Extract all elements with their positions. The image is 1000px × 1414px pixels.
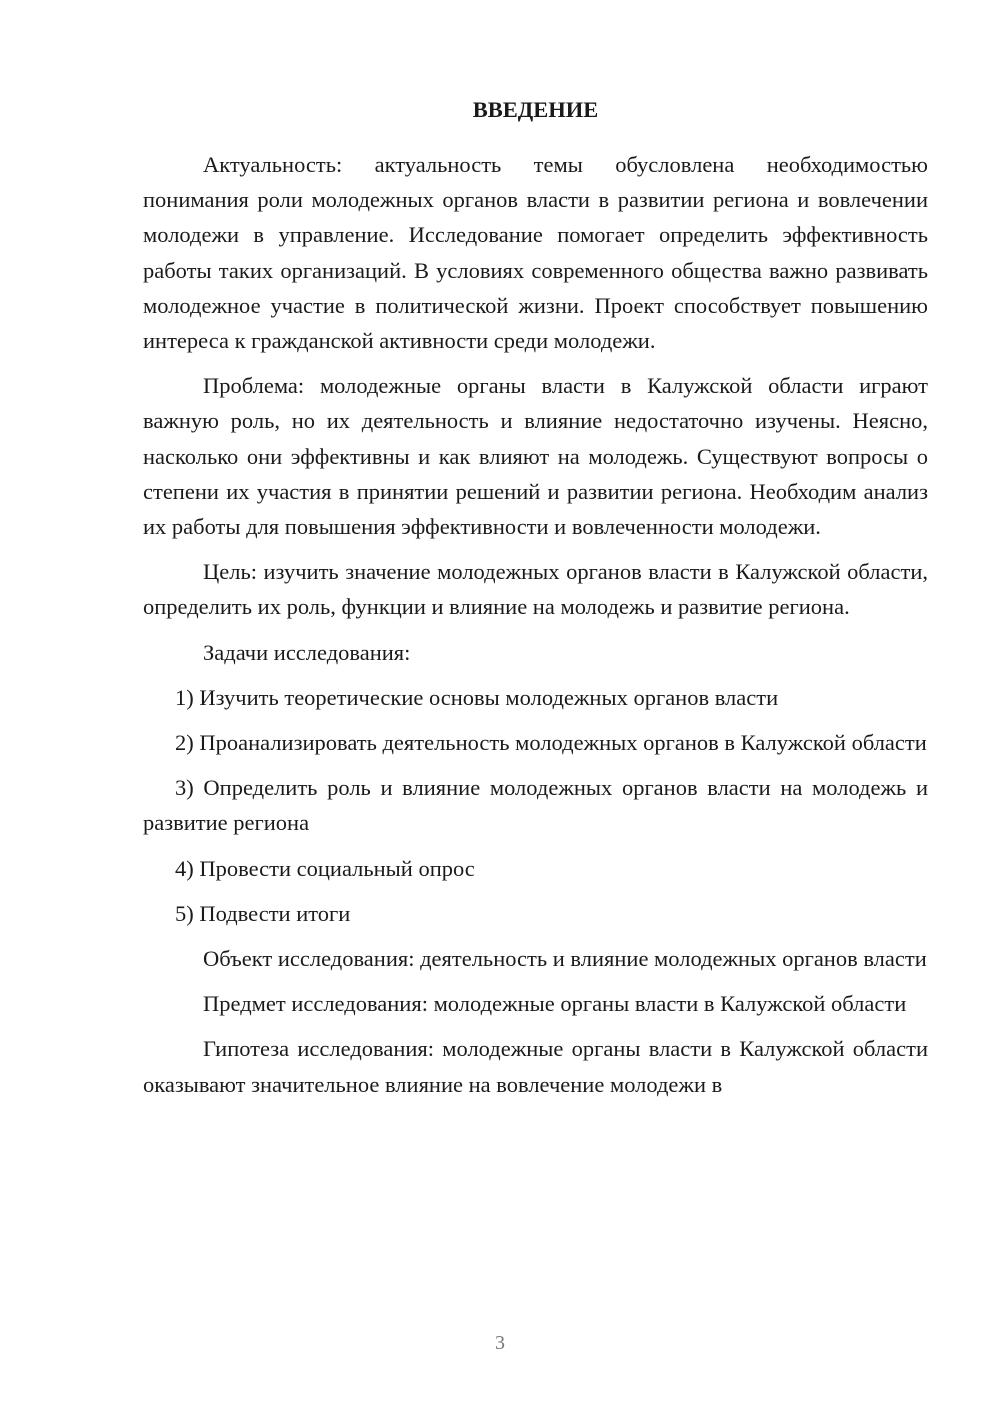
tasks-title: Задачи исследования: [203, 639, 411, 665]
page-number: 3 [495, 1332, 505, 1354]
document-page [143, 92, 928, 1112]
paragraph-subject: Предмет исследования: молодежные органы власти в Калужской области [203, 991, 907, 1017]
task-item-1: 1) Изучить теоретические основы молодежных органов власти [175, 684, 779, 710]
task-item-2: 2) Проанализировать деятельность молодежных органов в Калужской области [175, 730, 927, 756]
document-heading: ВВЕДЕНИЕ [472, 97, 599, 122]
task-item-3: 3) Определить роль и влияние молодежных органов власти на молодежь и развитие региона [143, 775, 928, 836]
paragraph-relevance: Актуальность: актуальность темы обусловлена необходимостью понимания роли молодежных органов власти в развитии региона и вовлечении молодежи в управление. Исследование помогает определить эффективность работы таких организаций. В условиях современного общества важно развивать молодежное участие в политической жизни. Проект способствует повышению интереса к гражданской активности среди молодежи. [143, 152, 928, 354]
task-item-5: 5) Подвести итоги [175, 900, 351, 926]
paragraph-goal: Цель: изучить значение молодежных органов власти в Калужской области, определить их роль, функции и влияние на молодежь и развитие региона. [143, 559, 928, 620]
paragraph-problem: Проблема: молодежные органы власти в Калужской области играют важную роль, но их деятельность и влияние недостаточно изучены. Неясно, насколько они эффективны и как влияют на молодежь. Существуют вопросы о степени их участия в принятии решений и развитии региона. Необходим анализ их работы для повышения эффективности и вовлеченности молодежи. [143, 373, 928, 540]
paragraph-object: Объект исследования: деятельность и влияние молодежных органов власти [203, 946, 927, 972]
paragraph-hypothesis: Гипотеза исследования: молодежные органы власти в Калужской области оказывают значительное влияние на вовлечение молодежи в [143, 1036, 928, 1097]
task-item-4: 4) Провести социальный опрос [175, 855, 475, 881]
